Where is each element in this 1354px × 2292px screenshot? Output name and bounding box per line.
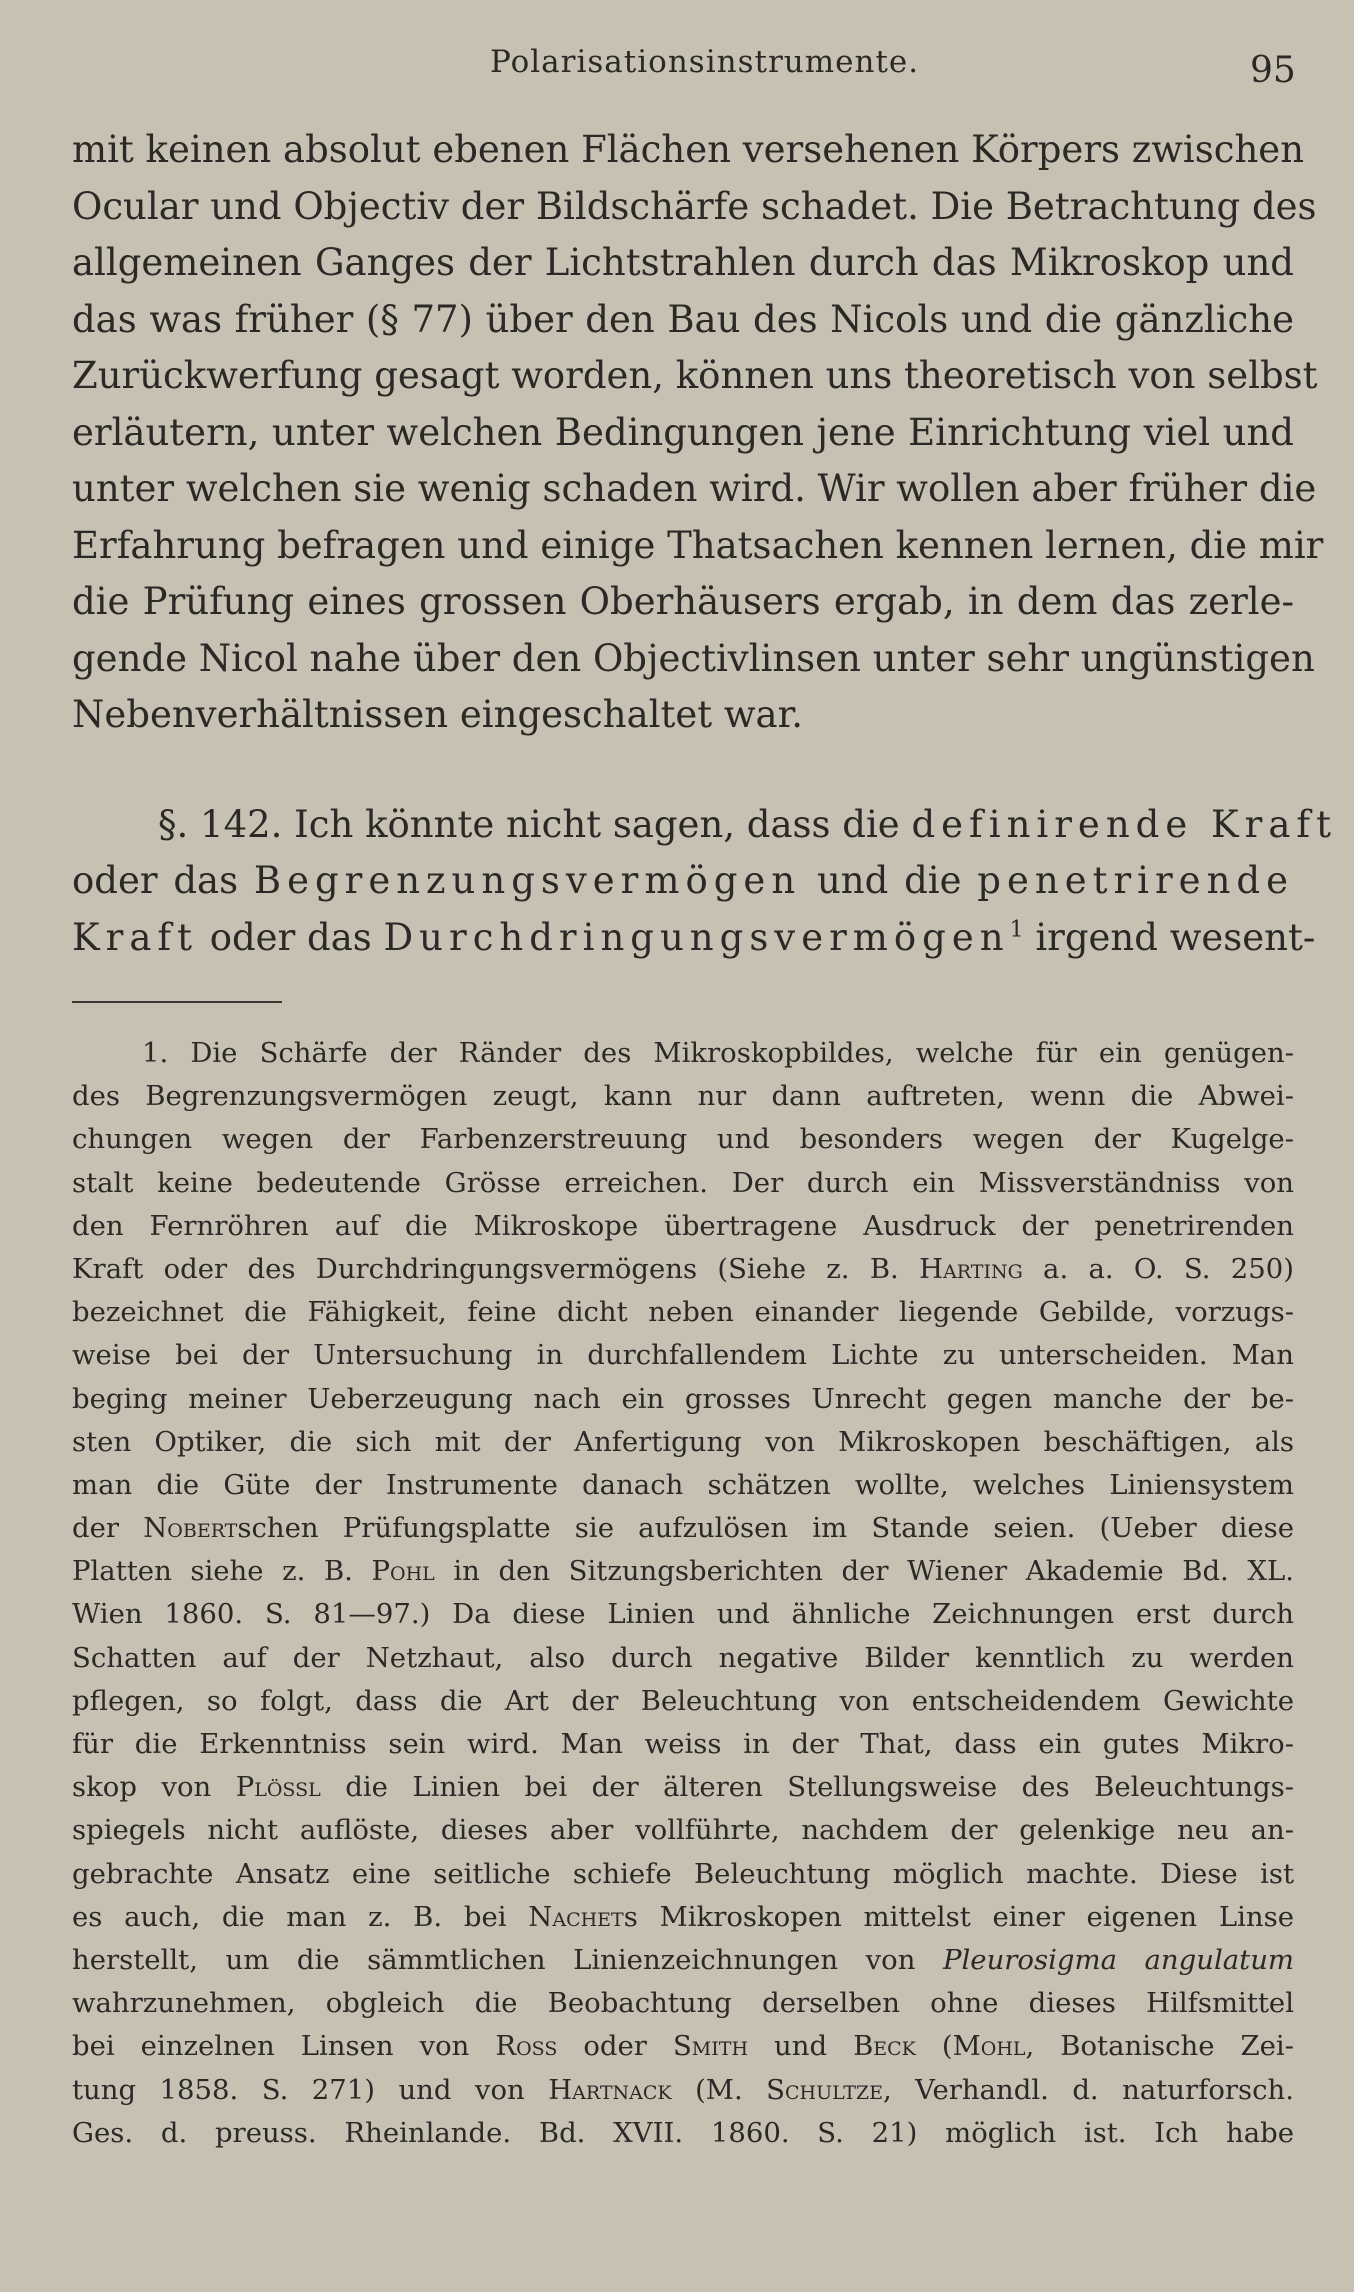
footnote-text: , Verhandl. d. naturforsch. [882, 2073, 1294, 2106]
footnote-line: wahrzunehmen, obgleich die Beobachtung derselben ohne dieses Hilfsmittel [72, 1987, 1294, 2020]
body-line: Zurückwerfung gesagt worden, können uns theoretisch von selbst [72, 354, 1318, 397]
footnote-text: Platten siehe z. B. [72, 1555, 372, 1588]
footnote-line: 1. Die Schärfe der Ränder des Mikroskopbildes, welche für ein genügen- [142, 1037, 1294, 1069]
section-text: oder das [72, 859, 254, 902]
section-text: §. 142. Ich könnte nicht sagen, dass die [158, 802, 912, 846]
main-text [72, 122, 1337, 966]
footnote-text: s Mikroskopen mittelst einer eigenen Linse [623, 1900, 1295, 1933]
footnote-text: es auch, die man z. B. bei [72, 1900, 529, 1933]
footnote-line: den Fernröhren auf die Mikroskope übertragene Ausdruck der penetrirenden [72, 1209, 1294, 1242]
body-line: die Prüfung eines grossen Oberhäusers ergab, in dem das zerle- [72, 580, 1294, 623]
running-title: Polarisationsinstrumente. [490, 44, 920, 80]
footnote-text: herstellt, um die sämmtlichen Linienzeichnungen von [72, 1943, 943, 1976]
footnote-text: Kraft oder des Durchdringungsvermögens (Siehe z. B. [72, 1252, 920, 1285]
author-name: Plössl [235, 1771, 321, 1804]
footnote-mark: 1 [1009, 917, 1024, 943]
footnote-line [72, 1248, 1294, 1291]
footnote-line [72, 1896, 1294, 1939]
footnote-line: chungen wegen der Farbenzerstreuung und besonders wegen der Kugelge- [72, 1123, 1294, 1156]
footnote-line: sten Optiker, die sich mit der Anfertigung von Mikroskopen beschäftigen, als [72, 1425, 1294, 1458]
author-name: Schultze [766, 2073, 883, 2106]
footnote-text: schen Prüfungsplatte sie aufzulösen im Stande seien. (Ueber diese [237, 1512, 1294, 1545]
footnote-line: bezeichnet die Fähigkeit, feine dicht neben einander liegende Gebilde, vorzugs- [72, 1296, 1294, 1329]
author-name: Nachet [528, 1900, 624, 1933]
footnote-line: des Begrenzungsvermögen zeugt, kann nur dann auftreten, wenn die Abwei- [72, 1080, 1294, 1113]
section-line [72, 853, 1294, 910]
species-name: Pleurosigma angulatum [943, 1943, 1294, 1976]
footnote-text: der [72, 1512, 144, 1545]
spaced-term: penetrirende [977, 859, 1294, 902]
footnote-text: und [748, 2030, 854, 2063]
footnote-line: spiegels nicht auflöste, dieses aber vollführte, nachdem der gelenkige neu an- [72, 1814, 1294, 1847]
spaced-term: Kraft [72, 915, 198, 959]
body-line: mit keinen absolut ebenen Flächen versehenen Körpers zwischen [72, 128, 1305, 171]
author-name: Hartnack [548, 2073, 672, 2106]
author-name: Smith [672, 2030, 749, 2063]
body-line: Ocular und Objectiv der Bildschärfe schadet. Die Betrachtung des [72, 184, 1317, 228]
author-name: Ross [495, 2030, 558, 2063]
footnote-line: beging meiner Ueberzeugung nach ein grosses Unrecht gegen manche der be- [72, 1382, 1294, 1415]
author-name: Nobert [143, 1512, 238, 1545]
page-number: 95 [1250, 50, 1296, 91]
footnote-line: man die Güte der Instrumente danach schätzen wollte, welches Liniensystem [72, 1468, 1294, 1501]
body-line: gende Nicol nahe über den Objectivlinsen unter sehr ungünstigen [72, 636, 1315, 680]
footnote-line: gebrachte Ansatz eine seitliche schiefe Beleuchtung möglich machte. Diese ist [72, 1857, 1294, 1890]
footnote-line: weise bei der Untersuchung in durchfallendem Lichte zu unterscheiden. Man [72, 1339, 1294, 1372]
footnote-text: die Linien bei der älteren Stellungsweise des Beleuchtungs- [320, 1771, 1294, 1804]
section-line [72, 797, 1337, 854]
section-text: oder das [197, 915, 384, 959]
footnote-rule [72, 1001, 282, 1003]
spaced-term: definirende Kraft [911, 802, 1337, 846]
footnote-text: oder [557, 2030, 673, 2063]
footnote-text: ( [915, 2030, 953, 2063]
footnote-line [72, 1550, 1294, 1593]
footnote-text: a. a. O. S. 250) [1022, 1252, 1295, 1285]
footnote-line: stalt keine bedeutende Grösse erreichen. Der durch ein Missverständniss von [72, 1166, 1294, 1199]
footnote-line [72, 1766, 1294, 1809]
author-name: Pohl [371, 1555, 435, 1588]
body-line: erläutern, unter welchen Bedingungen jene Einrichtung viel und [72, 410, 1294, 454]
author-name: Harting [919, 1252, 1023, 1285]
footnote-text: skop von [72, 1771, 236, 1804]
page-header [0, 42, 1354, 92]
section-text: und die [801, 859, 978, 902]
footnote-line: Ges. d. preuss. Rheinlande. Bd. XVII. 1860. S. 21) möglich ist. Ich habe [72, 2116, 1294, 2149]
footnote-line [72, 1507, 1294, 1550]
paragraph-gap [72, 744, 1294, 797]
body-line: Nebenverhältnissen eingeschaltet war. [72, 693, 803, 736]
footnote-text: tung 1858. S. 271) und von [72, 2073, 549, 2106]
body-line: das was früher (§ 77) über den Bau des Nicols und die gänzliche [72, 297, 1294, 341]
footnote-text: (M. [671, 2073, 767, 2106]
footnote-line [72, 2025, 1294, 2068]
footnote-line: Wien 1860. S. 81—97.) Da diese Linien und ähnliche Zeichnungen erst durch [72, 1598, 1294, 1631]
author-name: Mohl [952, 2030, 1026, 2063]
section-text: irgend wesent- [1023, 915, 1316, 959]
spaced-term: Begrenzungsvermögen [253, 859, 802, 902]
footnote-text: bei einzelnen Linsen von [72, 2030, 496, 2063]
footnote-line: Schatten auf der Netzhaut, also durch negative Bilder kenntlich zu werden [72, 1641, 1294, 1674]
spaced-term: Durchdringungsvermögen [383, 915, 1010, 959]
footnote-line [72, 2069, 1294, 2112]
section-line [72, 910, 1316, 967]
body-line: allgemeinen Ganges der Lichtstrahlen durch das Mikroskop und [72, 241, 1294, 284]
footnote-text: , Botanische Zei- [1025, 2030, 1294, 2063]
footnotes [72, 1032, 1294, 2155]
footnote-line [72, 1939, 1294, 1982]
body-line: Erfahrung befragen und einige Thatsachen kennen lernen, die mir [72, 523, 1324, 567]
footnote-text: in den Sitzungsberichten der Wiener Akademie Bd. XL. [434, 1555, 1294, 1588]
footnote-line: für die Erkenntniss sein wird. Man weiss in der That, dass ein gutes Mikro- [72, 1728, 1294, 1760]
author-name: Beck [853, 2030, 916, 2063]
footnote-line: pflegen, so folgt, dass die Art der Beleuchtung von entscheidendem Gewichte [72, 1684, 1294, 1717]
body-line: unter welchen sie wenig schaden wird. Wir wollen aber früher die [72, 467, 1317, 510]
